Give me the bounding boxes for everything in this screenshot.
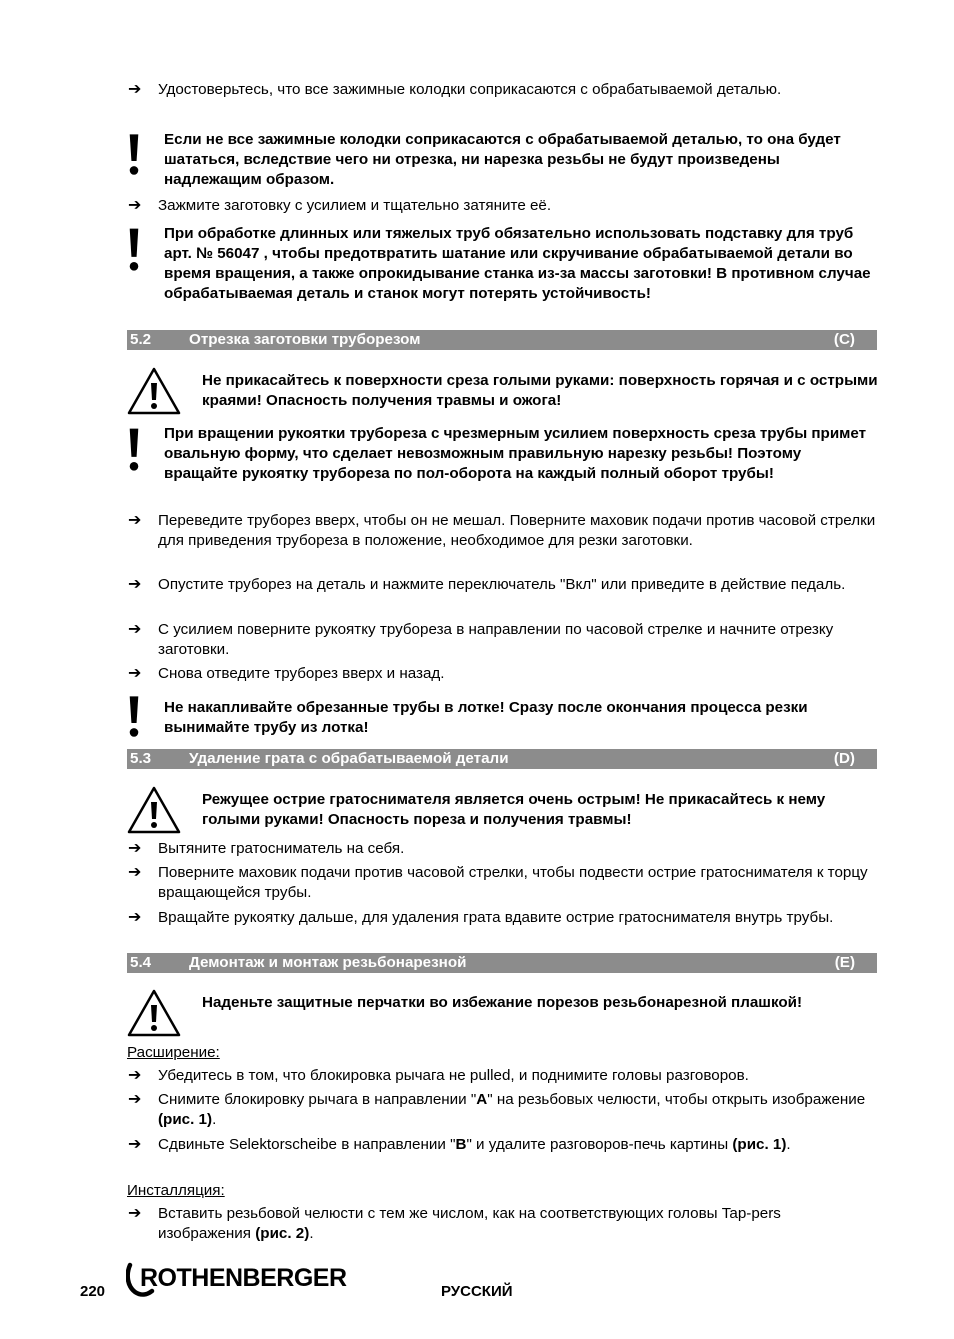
instruction-item	[128, 1066, 878, 1086]
instruction-text: С усилием поверните рукоятку трубореза в направлении по часовой стрелке и начните отрезку заготовки.	[158, 621, 834, 658]
instruction-text: Переведите труборез вверх, чтобы он не мешал. Поверните маховик подачи против часовой стрелки для приведения трубореза в положение, необходимое для резки заготовки.	[158, 512, 876, 549]
instruction-text: Поверните маховик подачи против часовой стрелки, чтобы подвести острие гратоснимателя к торцу вращающейся трубы.	[158, 864, 868, 901]
arrow-right-icon: ➔	[128, 909, 142, 926]
arrow-right-icon: ➔	[128, 621, 142, 638]
note-block	[128, 692, 878, 738]
instruction-item	[128, 620, 878, 660]
section-code: (E)	[834, 954, 855, 971]
instruction-item	[128, 839, 878, 859]
section-code: (C)	[833, 331, 855, 348]
language-label: РУССКИЙ	[441, 1283, 513, 1300]
instruction-text: Вращайте рукоятку дальше, для удаления грата вдавите острие гратоснимателя внутрь трубы.	[158, 909, 834, 926]
instruction-item	[128, 1090, 878, 1130]
instruction-text: Снова отведите труборез вверх и назад.	[158, 665, 445, 682]
instruction-item	[128, 80, 878, 100]
note-text: Не накапливайте обрезанные трубы в лотке! Сразу после окончания процесса резки вынимайте трубу из лотка!	[164, 699, 808, 736]
rothenberger-logo	[126, 1262, 366, 1304]
instruction-item	[128, 664, 878, 684]
subheading-installation: Инсталляция:	[127, 1182, 225, 1199]
instruction-item	[128, 575, 878, 595]
note-text: При обработке длинных или тяжелых труб обязательно использовать подставку для труб арт. № 56047 , чтобы предотвратить шатание или скручивание обрабатываемой детали во время вращения, а также опрокидывание станка из-за массы заготовки! В противном случае обрабатываемая деталь и станок могут потерять устойчивость!	[164, 225, 871, 302]
instruction-text: Вытяните гратосниматель на себя.	[158, 840, 405, 857]
arrow-right-icon: ➔	[128, 1091, 142, 1108]
arrow-right-icon: ➔	[128, 512, 142, 529]
instruction-item	[128, 196, 878, 216]
section-header-5-2	[127, 330, 877, 350]
note-block	[128, 224, 878, 304]
warning-block	[126, 988, 878, 1013]
text-part: " и удалите разговоров-печь картины	[466, 1136, 733, 1153]
instruction-text: Опустите труборез на деталь и нажмите переключатель "Вкл" или приведите в действие педаль.	[158, 576, 846, 593]
section-code: (D)	[833, 750, 855, 767]
warning-text: Режущее острие гратоснимателя является очень острым! Не прикасайтесь к нему голыми руками! Опасность пореза и получения травмы!	[202, 791, 826, 828]
arrow-right-icon: ➔	[128, 197, 142, 214]
text-part: Снимите блокировку рычага в направлении "	[158, 1091, 477, 1108]
warning-triangle-icon	[126, 785, 182, 835]
section-number: 5.4	[130, 954, 152, 971]
section-title: Демонтаж и монтаж резьбонарезной	[189, 954, 467, 971]
section-title: Удаление грата с обрабатываемой детали	[189, 750, 509, 767]
logo-mark	[126, 1262, 366, 1298]
arrow-right-icon: ➔	[128, 81, 142, 98]
subheading-expansion: Расширение:	[127, 1044, 220, 1061]
section-number: 5.2	[130, 331, 152, 348]
instruction-text	[158, 1204, 878, 1244]
instruction-item	[128, 1204, 878, 1244]
text-part: .	[212, 1111, 217, 1128]
instruction-item	[128, 908, 878, 928]
arrow-right-icon: ➔	[128, 1136, 142, 1153]
direction-label: B	[455, 1136, 467, 1153]
exclamation-icon	[128, 130, 140, 180]
instruction-text	[158, 1135, 878, 1155]
instruction-text: Убедитесь в том, что блокировка рычага не pulled, и поднимите головы разговоров.	[158, 1067, 749, 1084]
arrow-right-icon: ➔	[128, 1067, 142, 1084]
arrow-right-icon: ➔	[128, 576, 142, 593]
section-header-5-4	[127, 953, 877, 973]
warning-triangle-icon	[126, 366, 182, 416]
section-title: Отрезка заготовки труборезом	[189, 331, 421, 348]
warning-text: Наденьте защитные перчатки во избежание порезов резьбонарезной плашкой!	[202, 994, 803, 1011]
instruction-text	[158, 1090, 878, 1130]
instruction-text: Зажмите заготовку с усилием и тщательно затяните её.	[158, 197, 552, 214]
arrow-right-icon: ➔	[128, 1205, 142, 1222]
note-text: При вращении рукоятки трубореза с чрезмерным усилием поверхность среза трубы примет овальную форму, что сделает невозможным правильную нарезку резьбы! Поэтому вращайте рукоятку трубореза по пол-оборота на каждый полный оборот трубы!	[164, 425, 867, 482]
note-block	[128, 130, 878, 190]
figure-reference: (рис. 1)	[158, 1111, 213, 1128]
section-number: 5.3	[130, 750, 152, 767]
text-part: Сдвиньте Selektorscheibe в направлении "	[158, 1136, 456, 1153]
figure-reference: (рис. 1)	[732, 1136, 787, 1153]
instruction-item	[128, 511, 878, 551]
text-part: Вставить резьбовой челюсти с тем же числом, как на соответствующих головы Tap-pers изображения	[158, 1205, 781, 1242]
arrow-right-icon: ➔	[128, 665, 142, 682]
arrow-right-icon: ➔	[128, 840, 142, 857]
text-part: .	[309, 1225, 314, 1242]
figure-reference: (рис. 2)	[255, 1225, 310, 1242]
warning-block	[126, 366, 878, 411]
note-block	[128, 424, 878, 484]
note-text: Если не все зажимные колодки соприкасаются с обрабатываемой деталью, то она будет шататься, вследствие чего ни отрезка, ни нарезка резьбы не будут произведены надлежащим образом.	[164, 131, 841, 188]
instruction-item	[128, 863, 878, 903]
instruction-item	[128, 1135, 878, 1155]
exclamation-icon	[128, 424, 140, 476]
text-part: .	[786, 1136, 791, 1153]
exclamation-icon	[128, 224, 140, 276]
direction-label: A	[476, 1091, 488, 1108]
warning-block	[126, 785, 878, 830]
warning-triangle-icon	[126, 988, 182, 1038]
instruction-text: Удостоверьтесь, что все зажимные колодки соприкасаются с обрабатываемой деталью.	[158, 81, 782, 98]
section-header-5-3	[127, 749, 877, 769]
exclamation-icon	[128, 692, 140, 742]
arrow-right-icon: ➔	[128, 864, 142, 881]
warning-text: Не прикасайтесь к поверхности среза голыми руками: поверхность горячая и с острыми краями! Опасность получения травмы и ожога!	[202, 372, 878, 409]
logo-text: ROTHENBERGER	[140, 1264, 347, 1292]
page-number: 220	[80, 1283, 106, 1300]
text-part: " на резьбовых челюсти, чтобы открыть изображение	[487, 1091, 866, 1108]
